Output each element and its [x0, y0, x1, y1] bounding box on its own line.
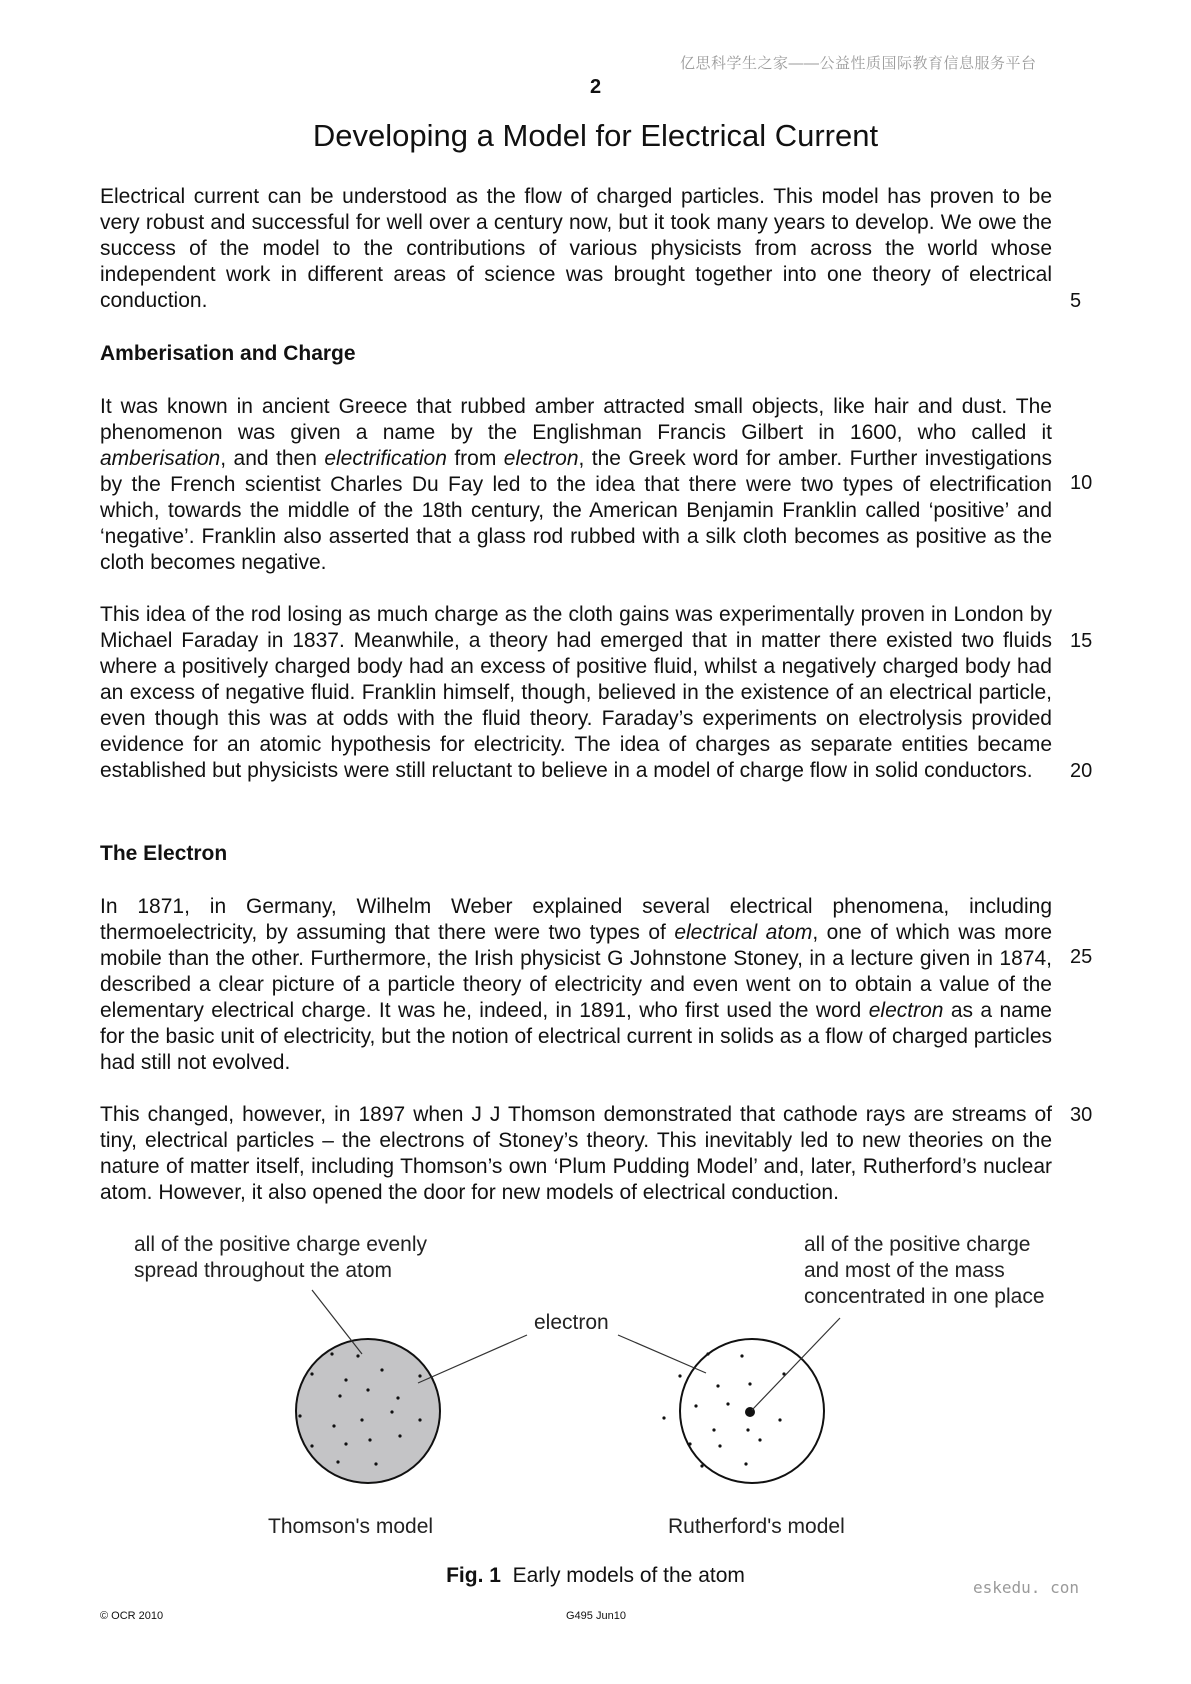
section-heading-electron: The Electron [100, 842, 228, 865]
term-amberisation: amberisation [100, 447, 221, 470]
thomson-electron-dot [338, 1394, 341, 1397]
thomson-electron-dot [344, 1442, 347, 1445]
amberisation-paragraph-2: This idea of the rod losing as much charge as the cloth gains was experimentally proven in London by Michael Faraday in 1837. Meanwhile, a theory had emerged that in matter there existed two fluids where a positively charged body had an excess of positive fluid, whilst a negatively charged body had an excess of negative fluid. Franklin himself, though, believed in the existence of an electrical particle, even though this was at odds with the fluid theory. Faraday’s experiments on electrolysis provided evidence for an atomic hypothesis for electricity. The idea of charges as separate entities became established but physicists were still reluctant to believe in a model of charge flow in solid conductors. [100, 603, 1052, 782]
thomson-electron-dot [366, 1388, 369, 1391]
figure-label-thomson-charge: all of the positive charge evenly spread throughout the atom [134, 1233, 428, 1282]
thomson-electron-dot [368, 1438, 371, 1441]
rutherford-electron-dot [778, 1418, 781, 1421]
thomson-electron-dot [396, 1396, 399, 1399]
thomson-atom-circle [296, 1339, 440, 1483]
page-number: 2 [589, 76, 602, 98]
figure-label-electron: electron [534, 1311, 609, 1334]
amberisation-paragraph-1: It was known in ancient Greece that rubbed amber attracted small objects, like hair and dust. The phenomenon was given a name by the Englishman Francis Gilbert in 1600, who called it amberisation, and then electrification from electron, the Greek word for amber. Further investigations by the French scientist Charles Du Fay led to the idea that there were two types of electrification which, towards the middle of the 18th century, the American Benjamin Franklin called ‘positive’ and ‘negative’. Franklin also asserted that a glass rod rubbed with a silk cloth becomes as positive as the cloth becomes negative. [100, 395, 1053, 574]
thomson-model-label: Thomson's model [268, 1515, 434, 1538]
rutherford-electron-dot [712, 1428, 715, 1431]
page-title: Developing a Model for Electrical Current [312, 118, 879, 153]
figure-caption-text: Early models of the atom [512, 1564, 745, 1587]
figure-caption-number: Fig. 1 [446, 1564, 501, 1587]
watermark-header: 亿思科学生之家——公益性质国际教育信息服务平台 [680, 55, 1037, 72]
rutherford-electron-dot [744, 1462, 747, 1465]
intro-paragraph: Electrical current can be understood as the flow of charged particles. This model has proven to be very robust and successful for well over a century now, but it took many years to develop. We owe the success of the model to the contributions of various physicists from across the world whose independent work in different areas of science was brought together into one theory of electrical conduction. [100, 185, 1052, 312]
line-number-30: 30 [1070, 1104, 1093, 1126]
rutherford-electron-dot [694, 1404, 697, 1407]
line-number-5: 5 [1070, 290, 1082, 312]
thomson-electron-dot [344, 1378, 347, 1381]
leader-line-electron-rutherford [618, 1335, 706, 1373]
rutherford-electron-dot [758, 1438, 761, 1441]
rutherford-electron-dot [688, 1442, 691, 1445]
term-electron: electron [503, 447, 579, 470]
section-heading-amberisation: Amberisation and Charge [100, 342, 356, 365]
line-number-10: 10 [1070, 472, 1093, 494]
rutherford-electron-dot [726, 1402, 729, 1405]
thomson-electron-dot [356, 1354, 359, 1357]
footer-copyright: © OCR 2010 [100, 1610, 164, 1622]
thomson-electron-dot [374, 1462, 377, 1465]
rutherford-electron-dot [662, 1416, 665, 1419]
watermark-footer: eskedu. con [973, 1578, 1079, 1597]
rutherford-model-label: Rutherford's model [668, 1515, 845, 1538]
rutherford-electron-dot [746, 1428, 749, 1431]
rutherford-electron-dot [706, 1352, 709, 1355]
thomson-electron-dot [332, 1424, 335, 1427]
thomson-electron-dot [336, 1460, 339, 1463]
thomson-atom-diagram [296, 1339, 440, 1483]
leader-line-electron-thomson [418, 1335, 527, 1383]
electron-paragraph-2: This changed, however, in 1897 when J J Thomson demonstrated that cathode rays are streams of tiny, electrical particles – the electrons of Stoney’s theory. This inevitably led to new theories on the nature of matter itself, including Thomson’s own ‘Plum Pudding Model’ and, later, Rutherford’s nuclear atom. However, it also opened the door for new models of electrical conduction. [100, 1103, 1052, 1204]
thomson-electron-dot [360, 1418, 363, 1421]
rutherford-electron-dot [748, 1382, 751, 1385]
thomson-electron-dot [298, 1414, 301, 1417]
line-number-15: 15 [1070, 630, 1093, 652]
thomson-electron-dot [418, 1418, 421, 1421]
footer-paper-code: G495 Jun10 [566, 1610, 626, 1622]
thomson-electron-dot [310, 1444, 313, 1447]
thomson-electron-dot [380, 1368, 383, 1371]
rutherford-electron-dot [718, 1444, 721, 1447]
line-number-20: 20 [1070, 760, 1093, 782]
thomson-electron-dot [330, 1352, 333, 1355]
term-electrical-atom: electrical atom [674, 921, 813, 944]
electron-paragraph-1: In 1871, in Germany, Wilhelm Weber explained several electrical phenomena, including thermoelectricity, by assuming that there were two types of electrical atom, one of which was more mobile than the other. Furthermore, the Irish physicist G Johnstone Stoney, in a lecture given in 1874, described a clear picture of a particle theory of electricity and even went on to obtain a value of the elementary electrical charge. It was he, indeed, in 1891, who first used the word electron as a name for the basic unit of electricity, but the notion of electrical current in solids as a flow of charged particles had still not evolved. [100, 895, 1052, 1074]
rutherford-electron-dot [716, 1384, 719, 1387]
line-number-25: 25 [1070, 946, 1093, 968]
leader-line-positive-spread [312, 1290, 362, 1354]
thomson-electron-dot [398, 1434, 401, 1437]
term-electron: electron [868, 999, 944, 1022]
term-electrification: electrification [324, 447, 447, 470]
thomson-electron-dot [310, 1372, 313, 1375]
rutherford-electron-dot [678, 1374, 681, 1377]
thomson-electron-dot [418, 1374, 421, 1377]
rutherford-electron-dot [740, 1354, 743, 1357]
rutherford-electron-dot [700, 1464, 703, 1467]
thomson-electron-dot [390, 1410, 393, 1413]
figure-label-rutherford-charge: all of the positive charge and most of the mass concentrated in one place [804, 1233, 1045, 1308]
